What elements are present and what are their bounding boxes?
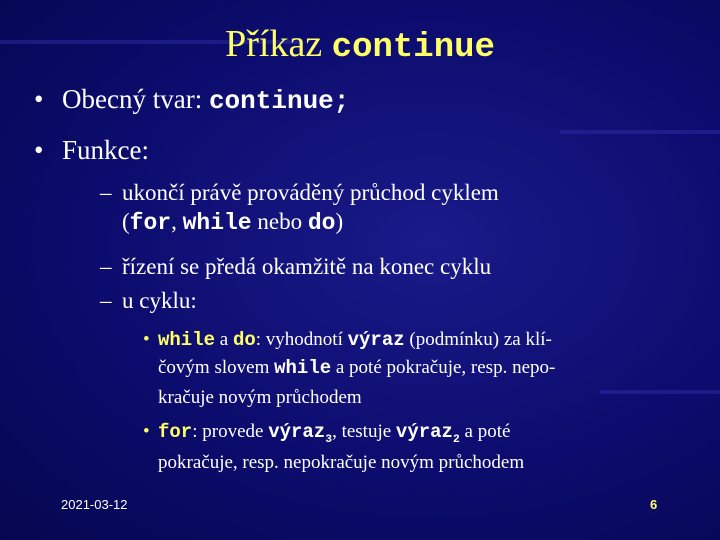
slide-title — [0, 22, 720, 67]
title-text: Příkaz — [225, 23, 332, 65]
text-part: čovým slovem — [158, 357, 275, 378]
bullet-function — [34, 135, 149, 166]
subscript: 3 — [325, 433, 333, 446]
text-part: : vyhodnotí — [255, 329, 348, 350]
text-part: , testuje — [332, 421, 396, 442]
function-label: Funkce: — [62, 135, 149, 165]
background-streak — [600, 390, 720, 394]
nebo-text: nebo — [251, 209, 308, 234]
text-part: pokračuje, resp. nepokračuje novým průchodem — [158, 452, 525, 473]
keyword-for: for — [129, 210, 172, 236]
keyword-while: while — [158, 329, 216, 351]
bullet-dot-icon: • — [143, 421, 150, 442]
sub-bullet-for-cycle — [100, 288, 197, 314]
third-bullet-while-do-line2 — [158, 357, 555, 379]
sub-bullet-text: u cyklu: — [122, 288, 197, 313]
expression-code: výraz — [268, 421, 326, 443]
keyword-do: do — [307, 210, 336, 236]
keyword-while: while — [274, 357, 332, 379]
paren-close: ) — [335, 209, 344, 234]
sub-bullet-text: ukončí právě prováděný průchod cyklem — [122, 180, 499, 205]
title-code: continue — [331, 29, 495, 67]
third-bullet-for-line2 — [158, 452, 524, 474]
bullet-dot-icon: • — [34, 84, 44, 114]
expression-code: výraz — [347, 329, 405, 351]
text-part: kračuje novým průchodem — [158, 387, 362, 408]
general-form-label: Obecný tvar: — [62, 84, 209, 114]
subscript: 2 — [452, 433, 460, 446]
conj-text: a — [215, 329, 233, 350]
bullet-dash-icon: – — [100, 254, 112, 279]
keyword-for: for — [158, 421, 193, 443]
bullet-dash-icon: – — [100, 288, 112, 313]
text-part: : provede — [192, 421, 269, 442]
slide-date: 2021-03-12 — [61, 497, 128, 512]
third-bullet-while-do — [158, 329, 552, 351]
comma-text: , — [171, 209, 183, 234]
sub-bullet-text: řízení se předá okamžitě na konec cyklu — [122, 254, 492, 279]
third-bullet-for — [158, 421, 510, 446]
bullet-dash-icon: – — [100, 180, 112, 205]
keyword-do: do — [232, 329, 256, 351]
keyword-while: while — [182, 210, 252, 236]
expression-code: výraz — [395, 421, 453, 443]
text-part: a poté pokračuje, resp. nepo- — [331, 357, 556, 378]
bullet-dot-icon: • — [143, 329, 150, 350]
general-form-code: continue; — [208, 86, 350, 116]
bullet-dot-icon: • — [34, 135, 44, 165]
bullet-general-form — [34, 84, 350, 116]
third-bullet-while-do-line3 — [158, 387, 362, 409]
sub-bullet-control-passed — [100, 254, 492, 280]
page-number: 6 — [650, 497, 658, 512]
sub-bullet-ends-pass — [100, 180, 499, 206]
text-part: (podmínku) za klí- — [404, 329, 552, 350]
sub-bullet-ends-pass-line2 — [122, 209, 343, 236]
paren-open: ( — [122, 209, 130, 234]
background-streak — [560, 130, 720, 134]
text-part: a poté — [459, 421, 511, 442]
